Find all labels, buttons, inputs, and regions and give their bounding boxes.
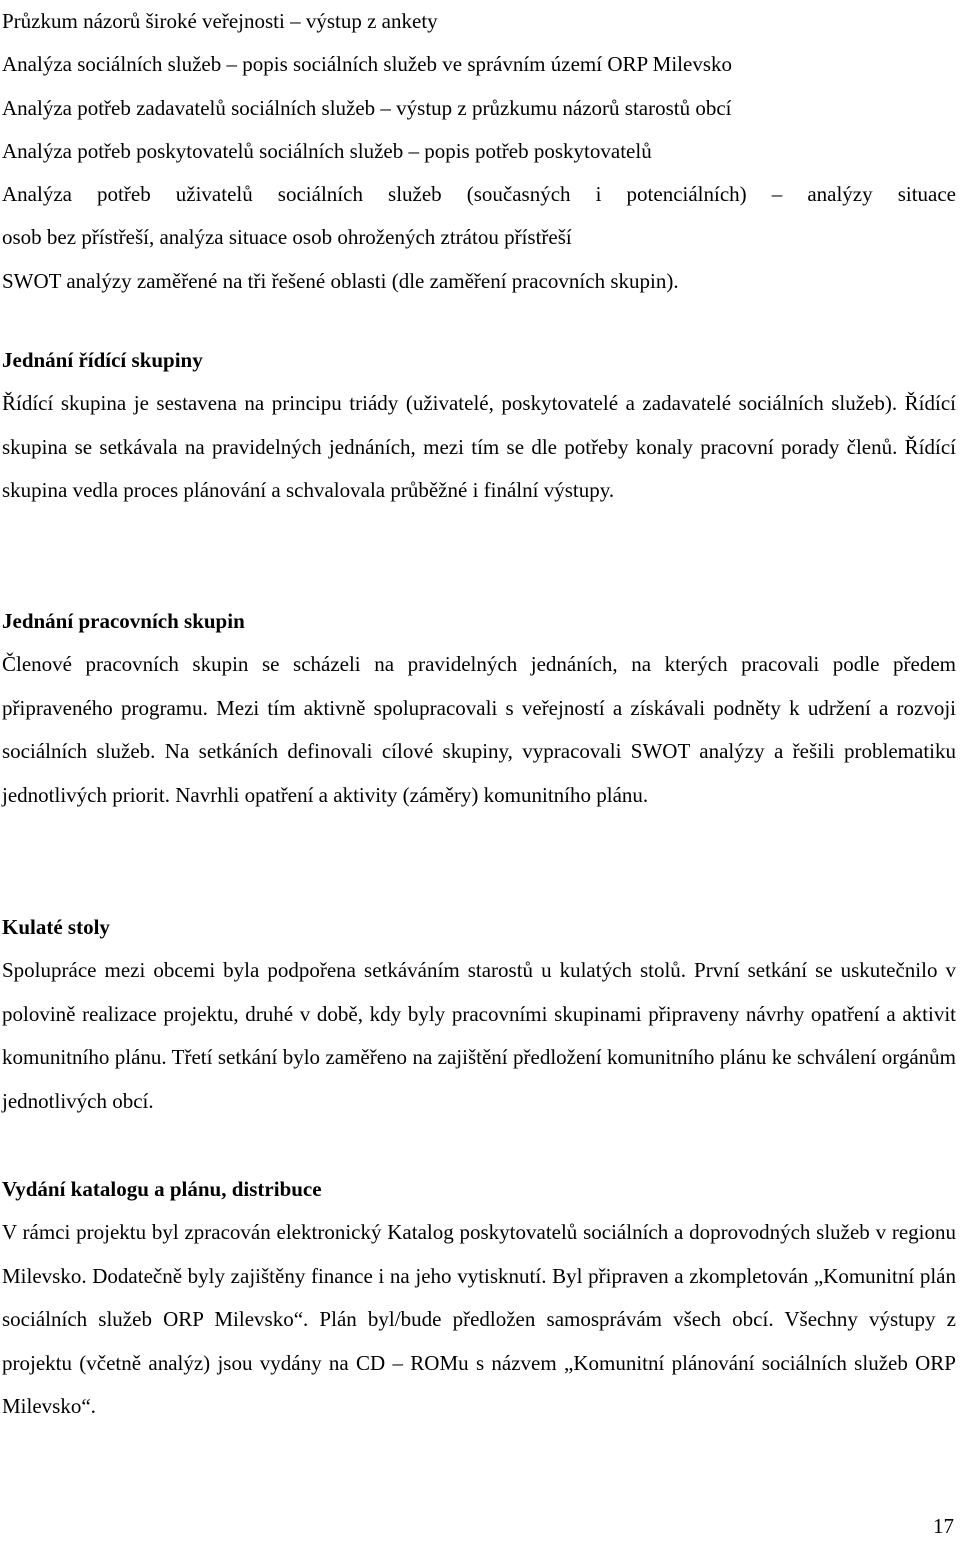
section-paragraph: Členové pracovních skupin se scházeli na pravidelných jednáních, na kterých pracovali podle předem připraveného programu. Mezi tím aktivně spolupracovali s veřejností a získávali podněty k udržení a rozvoji sociálních služeb. Na setkáních definovali cílové skupiny, vypracovali SWOT analýzy a řešili problematiku jednotlivých priorit. Navrhli opatření a aktivity (záměry) komunitního plánu. xyxy=(2,652,956,807)
section-heading: Kulaté stoly xyxy=(2,915,110,939)
list-item: Analýza sociálních služeb – popis sociálních služeb ve správním území ORP Milevsko xyxy=(2,52,732,77)
section-heading: Jednání pracovních skupin xyxy=(2,609,245,633)
list-item: SWOT analýzy zaměřené na tři řešené oblasti (dle zaměření pracovních skupin). xyxy=(2,268,679,293)
list-item: Analýza potřeb zadavatelů sociálních služeb – výstup z průzkumu názorů starostů obcí xyxy=(2,95,732,120)
list-item: Analýza potřeb uživatelů sociálních služeb (současných i potenciálních) – analýzy situace xyxy=(2,182,956,207)
section-heading: Vydání katalogu a plánu, distribuce xyxy=(2,1177,322,1201)
section-paragraph: Řídící skupina je sestavena na principu triády (uživatelé, poskytovatelé a zadavatelé sociálních služeb). Řídící skupina se setkávala na pravidelných jednáních, mezi tím se dle potřeby konaly pracovní porady členů. Řídící skupina vedla proces plánování a schvalovala průběžné i finální výstupy. xyxy=(2,391,956,503)
section-paragraph: V rámci projektu byl zpracován elektronický Katalog poskytovatelů sociálních a doprovodných služeb v regionu Milevsko. Dodatečně byly zajištěny finance i na jeho vytisknutí. Byl připraven a zkompletován „Komunitní plán sociálních služeb ORP Milevsko“. Plán byl/bude předložen samosprávám všech obcí. Všechny výstupy z projektu (včetně analýz) jsou vydány na CD – ROMu s názvem „Komunitní plánování sociálních služeb ORP Milevsko“. xyxy=(2,1220,956,1419)
analysis-list xyxy=(2,0,956,303)
page-number: 17 xyxy=(933,1514,954,1538)
section-heading: Jednání řídící skupiny xyxy=(2,348,203,372)
list-item-continuation: osob bez přístřeší, analýza situace osob ohrožených ztrátou přístřeší xyxy=(2,225,572,250)
list-item: Analýza potřeb poskytovatelů sociálních služeb – popis potřeb poskytovatelů xyxy=(2,138,652,163)
list-item: Průzkum názorů široké veřejnosti – výstup z ankety xyxy=(2,9,438,33)
section-paragraph: Spolupráce mezi obcemi byla podpořena setkáváním starostů u kulatých stolů. První setkání se uskutečnilo v polovině realizace projektu, druhé v době, kdy byly pracovními skupinami připraveny návrhy opatření a aktivit komunitního plánu. Třetí setkání bylo zaměřeno na zajištění předložení komunitního plánu ke schválení orgánům jednotlivých obcí. xyxy=(2,958,956,1113)
section-round-tables xyxy=(2,906,956,1123)
section-working-groups xyxy=(2,600,956,817)
section-steering-group xyxy=(2,339,956,513)
section-catalogue-distribution xyxy=(2,1168,956,1429)
